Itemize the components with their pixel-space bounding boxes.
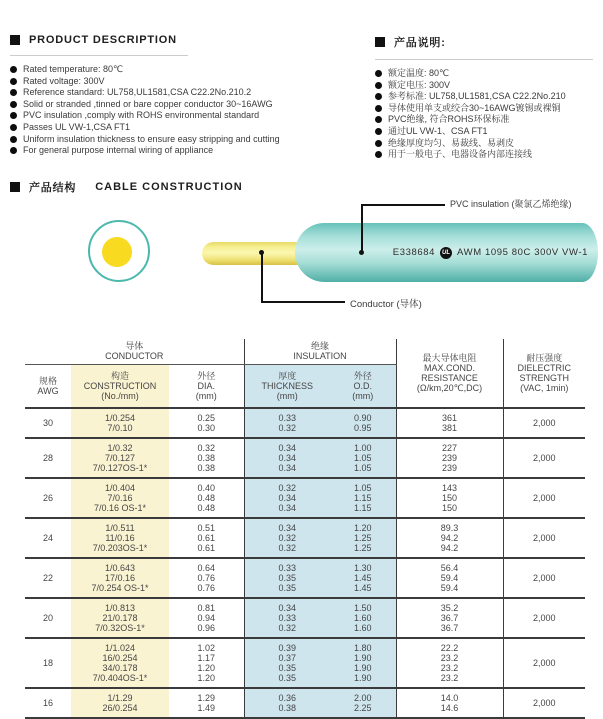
- list-item-text: Rated voltage: 300V: [23, 75, 105, 86]
- spec-table-body: [25, 408, 585, 718]
- square-bullet-icon: [10, 182, 20, 192]
- construction-cell: 1/0.254 7/0.10: [71, 408, 169, 438]
- list-item-text: 绝缘厚度均匀、易裁线、易剥皮: [388, 137, 515, 148]
- spec-table-header: [25, 339, 585, 408]
- bullet-icon: [375, 70, 382, 77]
- product-description-section: [10, 34, 370, 157]
- resistance-cell: 56.4 59.4 59.4: [396, 558, 503, 598]
- awg-cell: 28: [25, 438, 71, 478]
- od-cell: 1.20 1.25 1.25: [330, 518, 396, 558]
- product-description-list: [10, 64, 370, 157]
- conductor-group-header: 导体 CONDUCTOR: [25, 339, 244, 364]
- list-item: [375, 126, 601, 138]
- dielectric-cell: 2,000: [503, 478, 585, 518]
- thickness-cell: 0.32 0.34 0.34: [244, 478, 330, 518]
- insulation-callout-label: PVC insulation (聚氯乙烯绝缘): [450, 199, 572, 209]
- product-description-cn-section: [375, 34, 601, 161]
- construction-cell: 1/0.511 11/0.16 7/0.203OS-1*: [71, 518, 169, 558]
- table-row: [25, 408, 585, 438]
- list-item: [10, 122, 370, 134]
- thickness-cell: 0.34 0.34 0.34: [244, 438, 330, 478]
- product-description-cn-title: 产品说明:: [394, 37, 446, 49]
- list-item: [375, 103, 601, 115]
- list-item: [375, 114, 601, 126]
- bullet-icon: [10, 78, 17, 85]
- list-item-text: 导体使用单支或绞合30~16AWG镀锡或裸铜: [388, 102, 561, 113]
- list-item-text: Reference standard: UL758,UL1581,CSA C22.2No.210.2: [23, 87, 252, 98]
- construction-cell: 1/0.643 17/0.16 7/0.254 OS-1*: [71, 558, 169, 598]
- conductor-callout-vline: [261, 252, 263, 302]
- heading-divider: [10, 55, 188, 56]
- list-item: [375, 138, 601, 150]
- bullet-icon: [10, 112, 17, 119]
- product-description-title: PRODUCT DESCRIPTION: [29, 34, 177, 46]
- resistance-cell: 227 239 239: [396, 438, 503, 478]
- list-item: [10, 99, 370, 111]
- bullet-icon: [10, 89, 17, 96]
- thickness-cell: 0.34 0.33 0.32: [244, 598, 330, 638]
- list-item-text: Passes UL VW-1,CSA FT1: [23, 121, 131, 132]
- cross-section-conductor: [102, 237, 132, 267]
- bullet-icon: [375, 105, 382, 112]
- thickness-cell: 0.34 0.32 0.32: [244, 518, 330, 558]
- dia-cell: 1.02 1.17 1.20 1.20: [169, 638, 244, 688]
- bullet-icon: [375, 151, 382, 158]
- table-row: [25, 598, 585, 638]
- list-item: [10, 76, 370, 88]
- resistance-column-header: 最大导体电阻 MAX.COND. RESISTANCE (Ω/km,20℃,DC): [396, 339, 503, 408]
- bullet-icon: [10, 124, 17, 131]
- thickness-cell: 0.33 0.32: [244, 408, 330, 438]
- table-row: [25, 638, 585, 688]
- awg-cell: 18: [25, 638, 71, 688]
- resistance-cell: 35.2 36.7 36.7: [396, 598, 503, 638]
- table-row: [25, 518, 585, 558]
- dia-cell: 0.40 0.48 0.48: [169, 478, 244, 518]
- bullet-icon: [10, 147, 17, 154]
- list-item: [10, 110, 370, 122]
- square-bullet-icon: [10, 35, 20, 45]
- product-description-cn-list: [375, 68, 601, 161]
- list-item: [10, 87, 370, 99]
- dia-cell: 0.51 0.61 0.61: [169, 518, 244, 558]
- construction-cell: 1/0.813 21/0.178 7/0.32OS-1*: [71, 598, 169, 638]
- list-item: [10, 134, 370, 146]
- dia-cell: 0.25 0.30: [169, 408, 244, 438]
- dia-cell: 0.81 0.94 0.96: [169, 598, 244, 638]
- insulation-tube-illustration: [295, 223, 598, 282]
- list-item: [375, 80, 601, 92]
- list-item-text: 用于一般电子、电器设备内部连接线: [388, 149, 533, 160]
- marking-ul-file-number: E338684: [392, 247, 436, 258]
- awg-column-header: 规格 AWG: [25, 364, 71, 408]
- dielectric-cell: 2,000: [503, 518, 585, 558]
- bullet-icon: [10, 66, 17, 73]
- list-item-text: 额定电压: 300V: [388, 79, 451, 90]
- awg-cell: 30: [25, 408, 71, 438]
- list-item-text: 通过UL VW-1、CSA FT1: [388, 125, 488, 136]
- dielectric-cell: 2,000: [503, 408, 585, 438]
- insulation-callout-vline: [361, 204, 363, 252]
- od-cell: 1.30 1.45 1.45: [330, 558, 396, 598]
- resistance-cell: 143 150 150: [396, 478, 503, 518]
- dia-column-header: 外径 DIA. (mm): [169, 364, 244, 408]
- insulation-callout-hline: [361, 204, 445, 206]
- dia-cell: 0.64 0.76 0.76: [169, 558, 244, 598]
- square-bullet-icon: [375, 37, 385, 47]
- od-cell: 0.90 0.95: [330, 408, 396, 438]
- dia-cell: 0.32 0.38 0.38: [169, 438, 244, 478]
- conductor-callout-label: Conductor (导体): [350, 299, 422, 310]
- construction-cell: 1/0.32 7/0.127 7/0.127OS-1*: [71, 438, 169, 478]
- resistance-cell: 22.2 23.2 23.2 23.2: [396, 638, 503, 688]
- table-row: [25, 438, 585, 478]
- cable-marking: [393, 247, 588, 259]
- dielectric-cell: 2,000: [503, 688, 585, 718]
- dia-cell: 1.29 1.49: [169, 688, 244, 718]
- thickness-cell: 0.39 0.37 0.35 0.35: [244, 638, 330, 688]
- resistance-cell: 89.3 94.2 94.2: [396, 518, 503, 558]
- list-item-text: For general purpose internal wiring of appliance: [23, 145, 214, 156]
- construction-cell: 1/1.024 16/0.254 34/0.178 7/0.404OS-1*: [71, 638, 169, 688]
- list-item: [375, 149, 601, 161]
- cable-cross-section: [88, 220, 150, 282]
- bullet-icon: [375, 116, 382, 123]
- resistance-cell: 14.0 14.6: [396, 688, 503, 718]
- thickness-cell: 0.36 0.38: [244, 688, 330, 718]
- od-cell: 1.50 1.60 1.60: [330, 598, 396, 638]
- dielectric-column-header: 耐压强度 DIELECTRIC STRENGTH (VAC, 1min): [503, 339, 585, 408]
- list-item-text: Uniform insulation thickness to ensure easy stripping and cutting: [23, 133, 280, 144]
- bullet-icon: [375, 128, 382, 135]
- bullet-icon: [375, 93, 382, 100]
- construction-cell: 1/0.404 7/0.16 7/0.16 OS-1*: [71, 478, 169, 518]
- list-item-text: 参考标准: UL758,UL1581,CSA C22.2No.210: [388, 91, 566, 102]
- list-item: [10, 64, 370, 76]
- thickness-column-header: 厚度 THICKNESS (mm): [244, 364, 330, 408]
- od-column-header: 外径 O.D. (mm): [330, 364, 396, 408]
- list-item-text: PVC insulation ,comply with ROHS environmental standard: [23, 110, 260, 121]
- list-item-text: PVC绝缘, 符合ROHS环保标准: [388, 114, 510, 125]
- cable-construction-heading: [10, 179, 243, 195]
- construction-cell: 1/1.29 26/0.254: [71, 688, 169, 718]
- dielectric-cell: 2,000: [503, 638, 585, 688]
- spec-table: [25, 339, 585, 719]
- construction-column-header: 构造 CONSTRUCTION (No./mm): [71, 364, 169, 408]
- bullet-icon: [375, 82, 382, 89]
- list-item-text: Solid or stranded ,tinned or bare copper conductor 30~16AWG: [23, 98, 273, 109]
- conductor-callout-hline: [261, 301, 345, 303]
- list-item: [375, 68, 601, 80]
- insulation-group-header: 绝缘 INSULATION: [244, 339, 396, 364]
- bullet-icon: [10, 136, 17, 143]
- heading-divider: [375, 59, 593, 60]
- table-row: [25, 478, 585, 518]
- product-description-cn-heading: [375, 34, 601, 50]
- awg-cell: 26: [25, 478, 71, 518]
- dielectric-cell: 2,000: [503, 558, 585, 598]
- cable-construction-title-en: CABLE CONSTRUCTION: [95, 181, 243, 193]
- dielectric-cell: 2,000: [503, 438, 585, 478]
- od-cell: 1.80 1.90 1.90 1.90: [330, 638, 396, 688]
- list-item: [375, 91, 601, 103]
- dielectric-cell: 2,000: [503, 598, 585, 638]
- marking-style-text: AWM 1095 80C 300V VW-1: [457, 247, 588, 258]
- od-cell: 2.00 2.25: [330, 688, 396, 718]
- cable-construction-title-cn: 产品结构: [29, 182, 77, 194]
- awg-cell: 22: [25, 558, 71, 598]
- ul-logo-icon: UL: [440, 247, 452, 259]
- table-row: [25, 558, 585, 598]
- awg-cell: 20: [25, 598, 71, 638]
- awg-cell: 16: [25, 688, 71, 718]
- bullet-icon: [10, 101, 17, 108]
- list-item-text: Rated temperature: 80℃: [23, 64, 124, 74]
- list-item-text: 额定温度: 80℃: [388, 68, 450, 78]
- bullet-icon: [375, 140, 382, 147]
- od-cell: 1.05 1.15 1.15: [330, 478, 396, 518]
- od-cell: 1.00 1.05 1.05: [330, 438, 396, 478]
- product-description-heading: [10, 34, 370, 46]
- resistance-cell: 361 381: [396, 408, 503, 438]
- list-item: [10, 145, 370, 157]
- thickness-cell: 0.33 0.35 0.35: [244, 558, 330, 598]
- awg-cell: 24: [25, 518, 71, 558]
